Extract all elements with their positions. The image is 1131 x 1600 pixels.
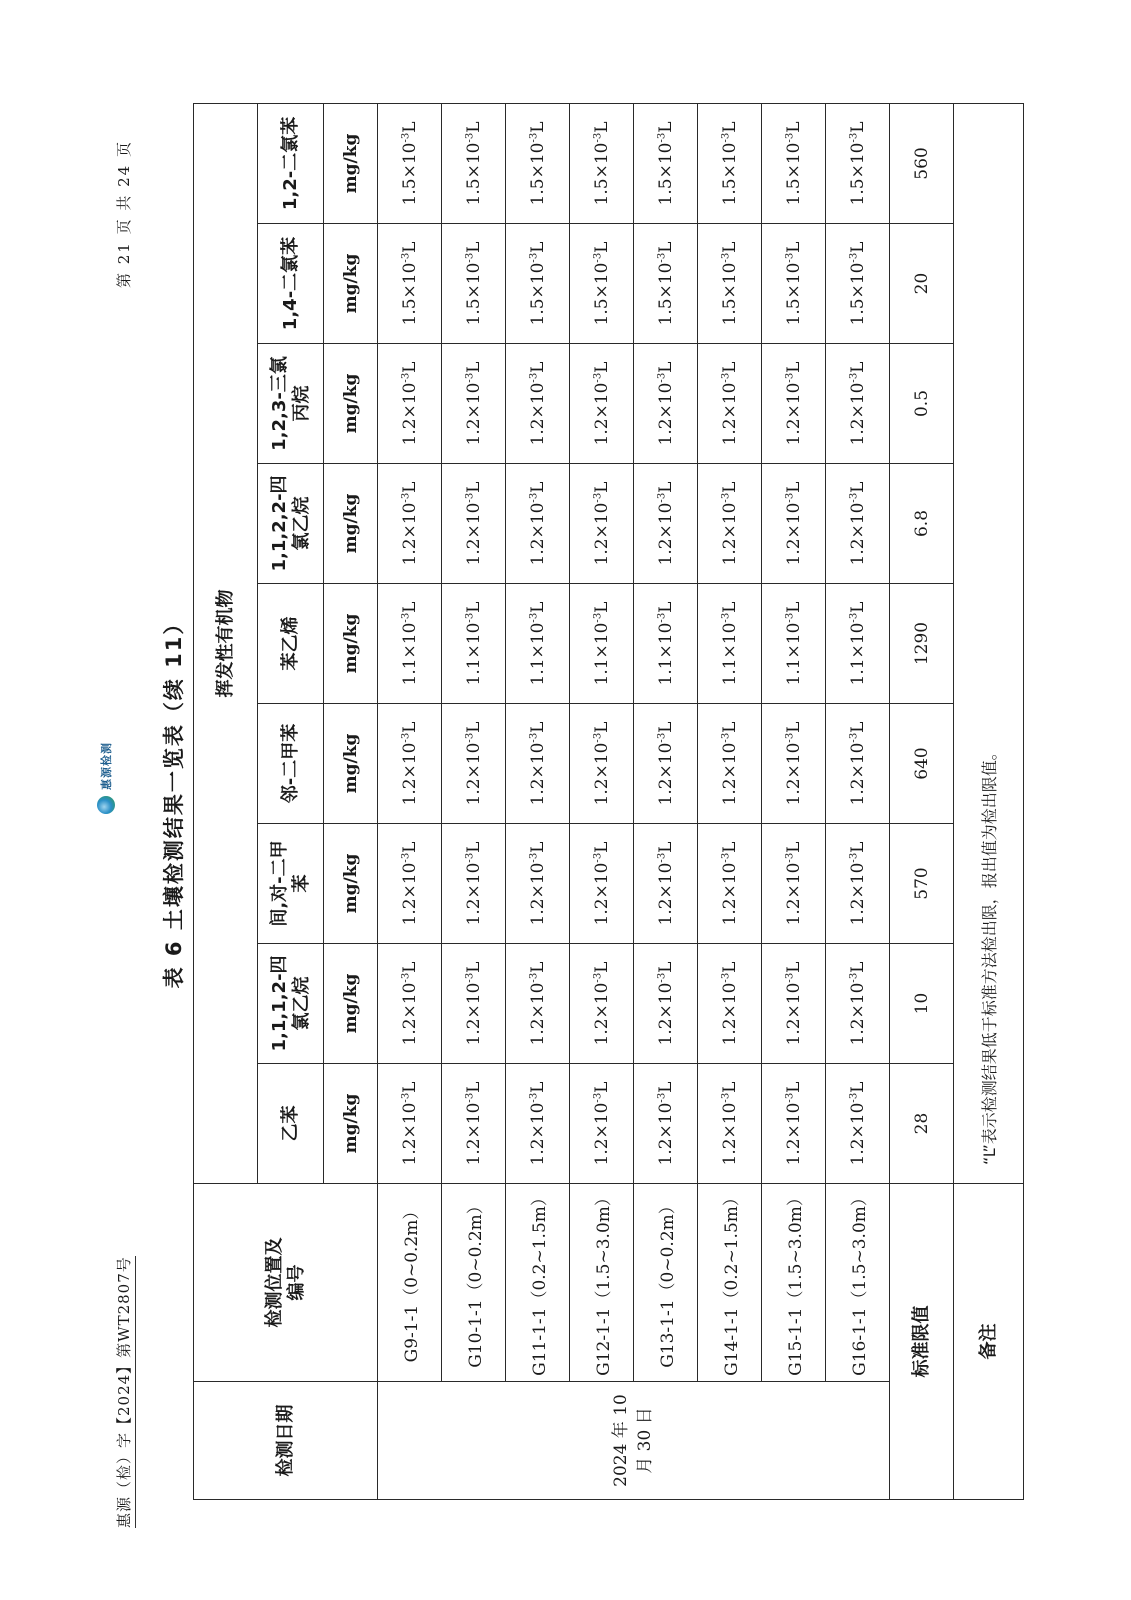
result-value: $1.5\times 10^{-3}L$ [506,103,570,223]
result-value: $1.2\times 10^{-3}L$ [634,1064,698,1184]
result-value: $1.2\times 10^{-3}L$ [442,944,506,1064]
result-value: $1.2\times 10^{-3}L$ [762,344,826,464]
column-header-6 [258,464,324,584]
result-value: $1.2\times 10^{-3}L$ [762,824,826,944]
column-unit-9: mg/kg [324,103,378,223]
result-value: $1.2\times 10^{-3}L$ [442,704,506,824]
result-value: $1.2\times 10^{-3}L$ [570,344,634,464]
limit-value: 6.8 [890,464,954,584]
result-value: $1.2\times 10^{-3}L$ [634,824,698,944]
header-row-group [194,103,258,1499]
sample-location: G14-1-1（0.2~1.5m） [698,1184,762,1382]
result-value: $1.5\times 10^{-3}L$ [378,224,442,344]
result-value: $1.2\times 10^{-3}L$ [570,464,634,584]
result-value: $1.1\times 10^{-3}L$ [378,584,442,704]
company-logo [97,742,115,814]
column-header-8 [258,224,324,344]
result-value: $1.5\times 10^{-3}L$ [698,224,762,344]
date-header: 检测日期 [194,1382,378,1500]
logo-icon [97,796,115,814]
column-name: 1,1,2,2-四氯乙烷 [268,475,312,572]
result-value: $1.5\times 10^{-3}L$ [762,224,826,344]
result-value: $1.2\times 10^{-3}L$ [506,464,570,584]
result-value: $1.2\times 10^{-3}L$ [442,1064,506,1184]
result-value: $1.2\times 10^{-3}L$ [506,824,570,944]
result-value: $1.2\times 10^{-3}L$ [762,944,826,1064]
table-row [378,103,442,1499]
column-unit-5: mg/kg [324,584,378,704]
remarks-label: 备注 [954,1184,1024,1500]
result-value: $1.2\times 10^{-3}L$ [506,704,570,824]
result-value: $1.2\times 10^{-3}L$ [506,1064,570,1184]
result-value: $1.5\times 10^{-3}L$ [442,224,506,344]
result-value: $1.2\times 10^{-3}L$ [570,1064,634,1184]
limit-value: 20 [890,224,954,344]
table-row [570,103,634,1499]
remarks-text: “L”表示检测结果低于标准方法检出限，报出值为检出限值。 [954,103,1024,1183]
column-name: 邻-二甲苯 [279,723,301,804]
limit-value: 10 [890,944,954,1064]
column-header-2 [258,944,324,1064]
voc-group-header: 挥发性有机物 [194,103,258,1183]
report-number: 惠源（检）字【2024】第WT2807号 [113,1256,136,1528]
limit-value: 640 [890,704,954,824]
column-header-9 [258,103,324,223]
result-value: $1.2\times 10^{-3}L$ [442,464,506,584]
result-value: $1.2\times 10^{-3}L$ [442,824,506,944]
result-value: $1.1\times 10^{-3}L$ [506,584,570,704]
column-header-7 [258,344,324,464]
column-unit-1: mg/kg [324,1064,378,1184]
limit-value: 28 [890,1064,954,1184]
result-value: $1.2\times 10^{-3}L$ [634,944,698,1064]
limit-value: 570 [890,824,954,944]
result-value: $1.1\times 10^{-3}L$ [442,584,506,704]
result-value: $1.2\times 10^{-3}L$ [698,464,762,584]
result-value: $1.2\times 10^{-3}L$ [378,824,442,944]
column-unit-7: mg/kg [324,344,378,464]
result-value: $1.2\times 10^{-3}L$ [698,1064,762,1184]
result-value: $1.2\times 10^{-3}L$ [442,344,506,464]
limit-value: 560 [890,103,954,223]
table-row [506,103,570,1499]
limits-label: 标准限值 [890,1184,954,1500]
column-name: 1,2-二氯苯 [279,116,301,211]
result-value: $1.2\times 10^{-3}L$ [698,944,762,1064]
result-value: $1.2\times 10^{-3}L$ [378,1064,442,1184]
result-value: $1.2\times 10^{-3}L$ [634,344,698,464]
result-value: $1.2\times 10^{-3}L$ [826,344,890,464]
limit-value: 1290 [890,584,954,704]
column-unit-4: mg/kg [324,704,378,824]
location-header-text: 检测位置及编号 [263,1237,307,1328]
result-value: $1.5\times 10^{-3}L$ [762,103,826,223]
result-value: $1.5\times 10^{-3}L$ [378,103,442,223]
result-value: $1.5\times 10^{-3}L$ [570,224,634,344]
logo-text: 惠源检测 [100,742,113,790]
table-row [634,103,698,1499]
result-value: $1.2\times 10^{-3}L$ [762,704,826,824]
result-value: $1.2\times 10^{-3}L$ [826,704,890,824]
result-value: $1.2\times 10^{-3}L$ [826,944,890,1064]
table-row [826,103,890,1499]
page-number: 第 21 页 共 24 页 [115,140,133,289]
result-value: $1.2\times 10^{-3}L$ [570,824,634,944]
column-name: 苯乙烯 [279,616,301,671]
result-value: $1.1\times 10^{-3}L$ [762,584,826,704]
column-unit-8: mg/kg [324,224,378,344]
limit-value: 0.5 [890,344,954,464]
column-header-3 [258,824,324,944]
column-name: 1,4-二氯苯 [279,236,301,331]
result-value: $1.1\times 10^{-3}L$ [698,584,762,704]
result-value: $1.5\times 10^{-3}L$ [826,224,890,344]
result-value: $1.2\times 10^{-3}L$ [762,464,826,584]
result-value: $1.5\times 10^{-3}L$ [698,103,762,223]
test-date: 2024 年 10 月 30 日 [378,1382,890,1500]
column-name: 1,1,1,2-四氯乙烷 [268,955,312,1052]
column-unit-3: mg/kg [324,824,378,944]
result-value: $1.2\times 10^{-3}L$ [378,944,442,1064]
result-value: $1.2\times 10^{-3}L$ [826,464,890,584]
column-header-5 [258,584,324,704]
result-value: $1.2\times 10^{-3}L$ [762,1064,826,1184]
column-unit-6: mg/kg [324,464,378,584]
column-unit-2: mg/kg [324,944,378,1064]
result-value: $1.2\times 10^{-3}L$ [570,944,634,1064]
column-name: 乙苯 [279,1105,301,1142]
sample-location: G11-1-1（0.2~1.5m） [506,1184,570,1382]
limits-row [890,103,954,1499]
sample-location: G15-1-1（1.5~3.0m） [762,1184,826,1382]
result-value: $1.2\times 10^{-3}L$ [826,824,890,944]
sample-location: G10-1-1（0~0.2m） [442,1184,506,1382]
result-value: $1.2\times 10^{-3}L$ [634,464,698,584]
column-name: 1,2,3-三氯丙烷 [268,356,312,451]
column-name: 间,对-二甲苯 [268,840,312,927]
result-value: $1.5\times 10^{-3}L$ [634,103,698,223]
location-header [194,1184,378,1382]
results-table [193,103,1024,1500]
column-header-4 [258,704,324,824]
result-value: $1.1\times 10^{-3}L$ [826,584,890,704]
table-row [442,103,506,1499]
result-value: $1.2\times 10^{-3}L$ [378,464,442,584]
result-value: $1.1\times 10^{-3}L$ [570,584,634,704]
result-value: $1.2\times 10^{-3}L$ [378,344,442,464]
sample-location: G12-1-1（1.5~3.0m） [570,1184,634,1382]
column-header-1 [258,1064,324,1184]
result-value: $1.2\times 10^{-3}L$ [698,824,762,944]
result-value: $1.1\times 10^{-3}L$ [634,584,698,704]
result-value: $1.5\times 10^{-3}L$ [570,103,634,223]
result-value: $1.2\times 10^{-3}L$ [826,1064,890,1184]
sample-location: G9-1-1（0~0.2m） [378,1184,442,1382]
result-value: $1.5\times 10^{-3}L$ [826,103,890,223]
result-value: $1.2\times 10^{-3}L$ [570,704,634,824]
table-title: 表 6 土壤检测结果一览表（续 11） [162,611,186,989]
result-value: $1.5\times 10^{-3}L$ [634,224,698,344]
remarks-row [954,103,1024,1499]
result-value: $1.2\times 10^{-3}L$ [634,704,698,824]
table-row [762,103,826,1499]
result-value: $1.2\times 10^{-3}L$ [698,344,762,464]
table-row [698,103,762,1499]
result-value: $1.2\times 10^{-3}L$ [506,344,570,464]
result-value: $1.2\times 10^{-3}L$ [698,704,762,824]
result-value: $1.5\times 10^{-3}L$ [442,103,506,223]
result-value: $1.5\times 10^{-3}L$ [506,224,570,344]
result-value: $1.2\times 10^{-3}L$ [506,944,570,1064]
sample-location: G13-1-1（0~0.2m） [634,1184,698,1382]
sample-location: G16-1-1（1.5~3.0m） [826,1184,890,1382]
result-value: $1.2\times 10^{-3}L$ [378,704,442,824]
